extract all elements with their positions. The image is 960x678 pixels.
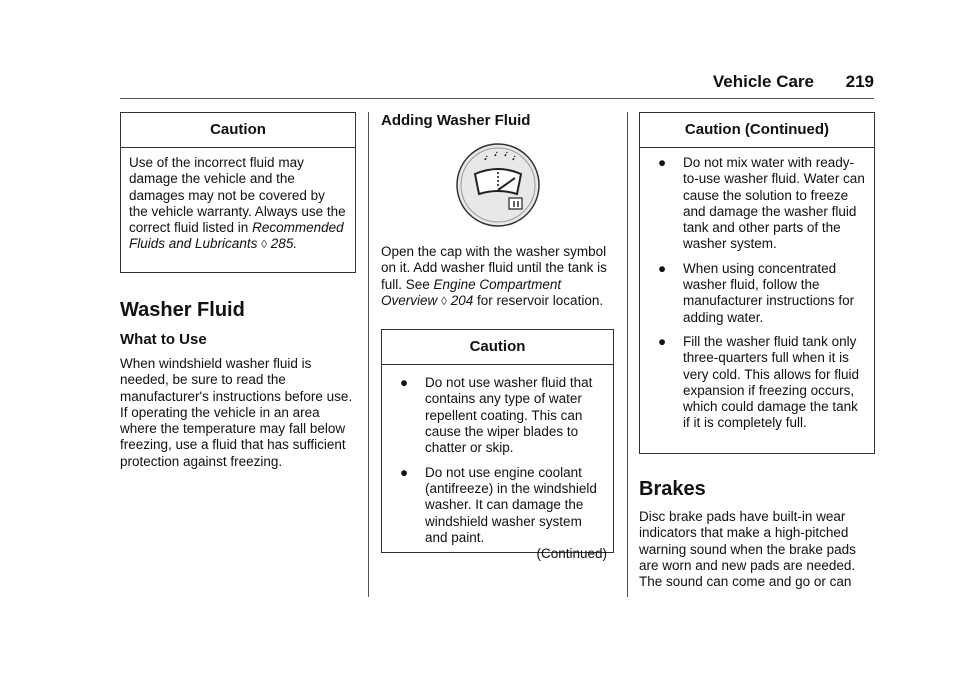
caution-title: Caution bbox=[382, 330, 613, 365]
subsection-heading: What to Use bbox=[120, 331, 207, 348]
caution-box bbox=[120, 112, 356, 273]
continued-label: (Continued) bbox=[536, 546, 607, 562]
caution-title: Caution (Continued) bbox=[640, 113, 874, 148]
list-item: ● When using concentrated washer fluid, follow the manufacturer instructions for adding water. bbox=[658, 260, 855, 325]
bullet-icon: ● bbox=[658, 333, 667, 349]
caution-list bbox=[648, 155, 868, 432]
subsection-heading: Adding Washer Fluid bbox=[381, 112, 531, 129]
bullet-icon: ● bbox=[658, 260, 667, 276]
caution-text: Use of the incorrect fluid may damage the vehicle and the damages may not be covered by the vehicle warranty. Always use the correct fluid listed in bbox=[129, 155, 346, 236]
caution-box bbox=[381, 329, 614, 562]
body-paragraph: Open the cap with the washer symbol on it. Add washer fluid until the tank is full. See Engine Compartment Overview ◊ 204 for reservoir location. bbox=[381, 244, 607, 308]
caution-title: Caution bbox=[121, 113, 355, 148]
page-number: 219 bbox=[845, 72, 874, 91]
cross-reference-link[interactable]: Engine Compartment Overview ◊ 204 bbox=[381, 276, 562, 308]
column-divider bbox=[627, 112, 628, 597]
section-heading: Washer Fluid bbox=[120, 299, 245, 321]
list-item: ● Do not use washer fluid that contains any type of water repellent coating. This can cause the wiper blades to chatter or skip. bbox=[400, 375, 593, 456]
cross-reference-link[interactable]: Recommended Fluids and Lubricants ◊ 285. bbox=[129, 220, 344, 252]
list-item: ● Do not use engine coolant (antifreeze) in the windshield washer. It can damage the windshield washer system and paint. bbox=[400, 464, 597, 545]
bullet-icon: ● bbox=[400, 375, 409, 391]
page-ref-icon: ◊ bbox=[261, 237, 268, 252]
column-1 bbox=[120, 112, 356, 470]
body-paragraph: Disc brake pads have built-in wear indicators that make a high-pitched warning sound when the brake pads are worn and new pads are needed. The sound can come and go or can bbox=[639, 509, 856, 590]
section-title: Vehicle Care bbox=[712, 72, 814, 91]
caution-box bbox=[639, 112, 875, 454]
bullet-icon: ● bbox=[658, 155, 667, 170]
caution-list bbox=[390, 375, 607, 546]
list-item: ● Fill the washer fluid tank only three-quarters full when it is very cold. This allows for fluid expansion if freezing occurs, which could damage the tank if it is completely full. bbox=[658, 333, 860, 431]
body-paragraph: When windshield washer fluid is needed, be sure to read the manufacturer's instructions before use. If operating the vehicle in an area where the temperature may fall below freezing, use a fluid that has sufficient protection against freezing. bbox=[120, 356, 353, 469]
column-2 bbox=[381, 112, 614, 562]
list-item: ● Do not mix water with ready-to-use washer fluid. Water can cause the solution to freeze and damage the washer fluid tank and other parts of the washer system. bbox=[658, 155, 865, 252]
page-header bbox=[120, 72, 874, 99]
page-ref-icon: ◊ bbox=[441, 293, 447, 308]
column-divider bbox=[368, 112, 369, 597]
washer-fluid-symbol-icon bbox=[455, 142, 541, 228]
section-heading: Brakes bbox=[639, 478, 706, 500]
column-3 bbox=[639, 112, 875, 590]
bullet-icon: ● bbox=[400, 464, 409, 480]
